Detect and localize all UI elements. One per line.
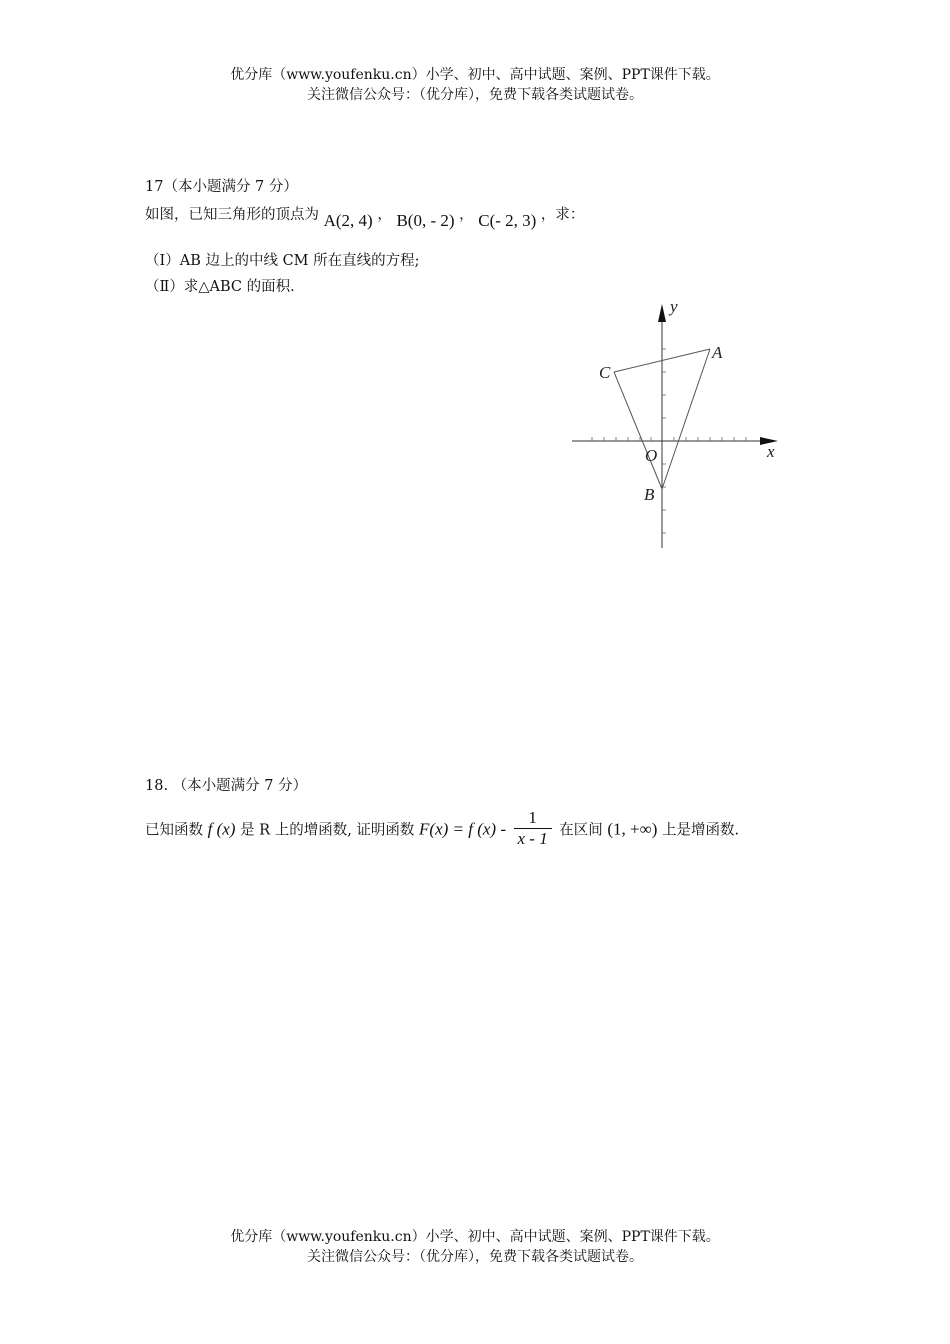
q17-heading: 17（本小题满分 7 分） <box>145 179 298 195</box>
q18-Fx-equation: F(x) = f (x) - <box>419 819 507 839</box>
q18-fraction <box>514 809 552 848</box>
q18-fraction-denominator: x - 1 <box>517 829 548 848</box>
footer-line-2: 关注微信公众号：（优分库），免费下载各类试题试卷。 <box>307 1249 643 1265</box>
q18-interval: (1, +∞) <box>607 819 658 839</box>
header-line-2: 关注微信公众号：（优分库），免费下载各类试题试卷。 <box>307 87 643 103</box>
label-c: C <box>599 363 611 382</box>
q18-text-3: 在区间 <box>559 822 603 839</box>
q18-text-2: 是 R 上的增函数, 证明函数 <box>240 822 415 839</box>
label-b: B <box>644 485 655 504</box>
side-ab <box>662 349 710 489</box>
side-bc <box>614 372 662 489</box>
q18-text-1: 已知函数 <box>145 822 203 839</box>
q17-separator-2: ， <box>459 207 474 223</box>
label-a: A <box>712 343 723 362</box>
label-origin: O <box>645 446 658 465</box>
q17-point-b: B(0, - 2) <box>396 211 455 230</box>
q18-fraction-numerator: 1 <box>528 808 537 827</box>
label-y-axis: y <box>670 297 678 316</box>
triangle-figure <box>560 290 790 555</box>
y-axis-arrow <box>658 304 666 322</box>
q17-separator-1: ， <box>377 207 392 223</box>
footer-line-1: 优分库（www.youfenku.cn）小学、初中、高中试题、案例、PPT课件下载。 <box>230 1229 720 1245</box>
label-x-axis: x <box>767 442 775 461</box>
q17-ask: ，求： <box>540 207 585 223</box>
q17-intro <box>145 204 585 230</box>
q17-part-2: （Ⅱ）求△ABC 的面积. <box>145 279 295 295</box>
q18-heading: 18. （本小题满分 7 分） <box>145 778 308 794</box>
q18-statement <box>145 808 740 850</box>
q17-part-1: （Ⅰ）AB 边上的中线 CM 所在直线的方程; <box>145 253 420 269</box>
header-line-1: 优分库（www.youfenku.cn）小学、初中、高中试题、案例、PPT课件下载。 <box>230 67 720 83</box>
q17-point-c: C(- 2, 3) <box>478 211 537 230</box>
q18-fx: f (x) <box>207 819 236 839</box>
x-ticks <box>592 437 746 441</box>
q18-text-4: 上是增函数. <box>661 822 740 839</box>
q17-intro-text: 如图，已知三角形的顶点为 <box>145 207 319 223</box>
q17-point-a: A(2, 4) <box>323 211 373 230</box>
